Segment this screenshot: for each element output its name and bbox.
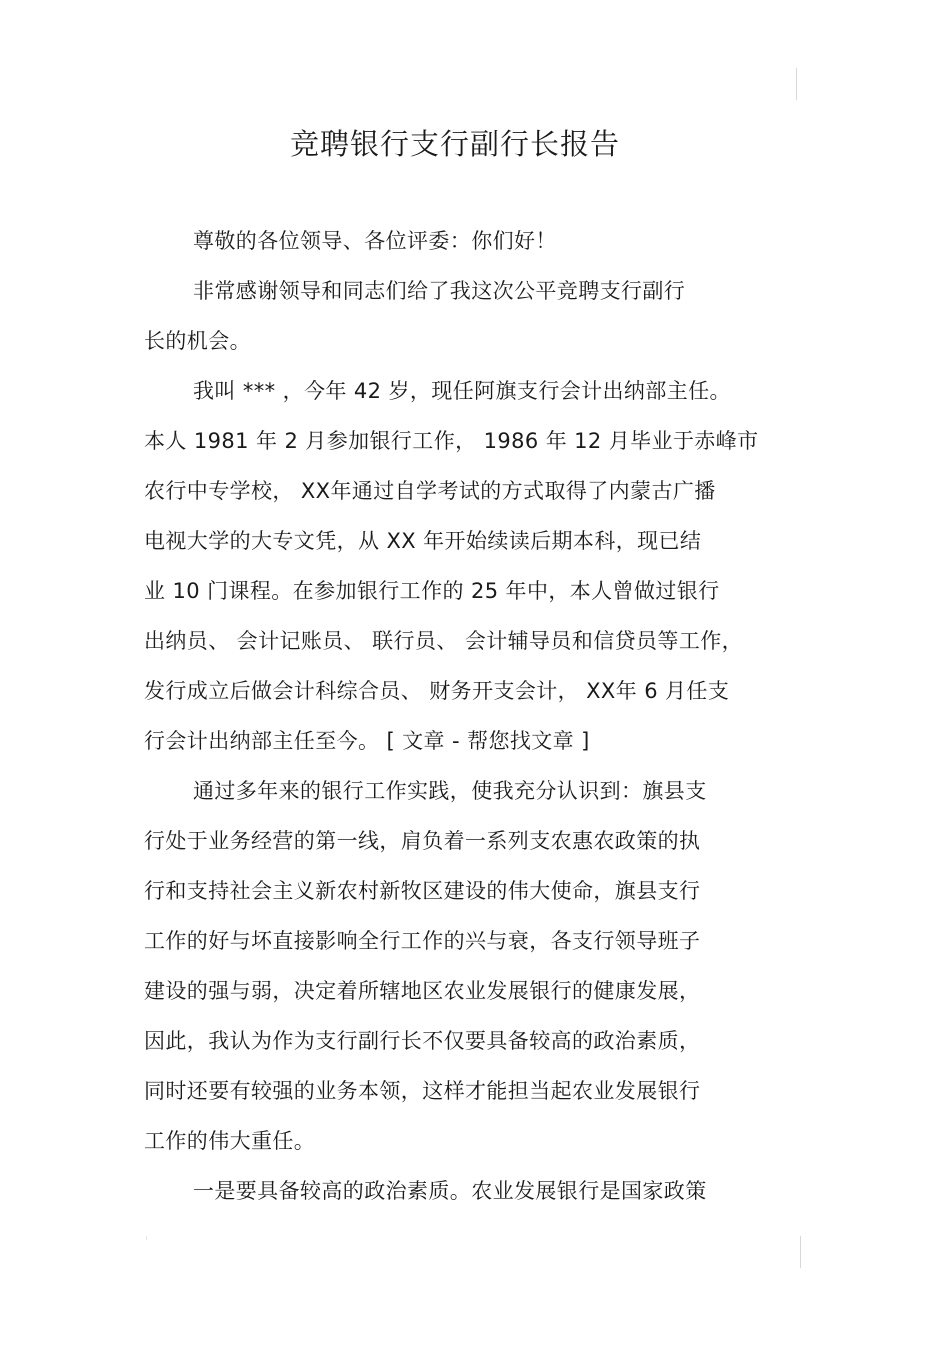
body-line: 发行成立后做会计科综合员、 财务开支会计， XX年 6 月任支 (144, 679, 730, 703)
crop-mark-top-right (796, 68, 797, 100)
body-line: 工作的好与坏直接影响全行工作的兴与衰，各支行领导班子 (144, 929, 701, 953)
body-line: 同时还要有较强的业务本领，这样才能担当起农业发展银行 (144, 1079, 701, 1103)
body-line: 行会计出纳部主任至今。 [ 文章 - 帮您找文章 ] (144, 729, 590, 753)
body-line: 电视大学的大专文凭，从 XX 年开始续读后期本科，现已结 (144, 529, 702, 553)
body-line: 建设的强与弱，决定着所辖地区农业发展银行的健康发展， (144, 979, 701, 1003)
body-line: 因此，我认为作为支行副行长不仅要具备较高的政治素质， (144, 1029, 701, 1053)
salutation-line: 尊敬的各位领导、各位评委：你们好！ (193, 229, 557, 253)
body-line: 业 10 门课程。在参加银行工作的 25 年中，本人曾做过银行 (144, 579, 720, 603)
body-line: 本人 1981 年 2 月参加银行工作， 1986 年 12 月毕业于赤峰市 (144, 429, 759, 453)
body-line: 出纳员、 会计记账员、 联行员、 会计辅导员和信贷员等工作， (144, 629, 744, 653)
body-line: 通过多年来的银行工作实践，使我充分认识到：旗县支 (193, 779, 707, 803)
body-line: 农行中专学校， XX年通过自学考试的方式取得了内蒙古广播 (144, 479, 716, 503)
crop-mark-bottom-right (800, 1236, 801, 1268)
crop-mark-bottom-left (146, 1236, 147, 1240)
body-line: 工作的伟大重任。 (144, 1129, 316, 1153)
document-title: 竞聘银行支行副行长报告 (289, 127, 620, 161)
body-line: 一是要具备较高的政治素质。农业发展银行是国家政策 (193, 1179, 707, 1203)
body-line: 非常感谢领导和同志们给了我这次公平竞聘支行副行 (193, 279, 686, 303)
body-line: 行和支持社会主义新农村新牧区建设的伟大使命，旗县支行 (144, 879, 701, 903)
body-line: 长的机会。 (144, 329, 251, 353)
body-line: 我叫 *** ，今年 42 岁，现任阿旗支行会计出纳部主任。 (193, 379, 731, 403)
body-line: 行处于业务经营的第一线，肩负着一系列支农惠农政策的执 (144, 829, 701, 853)
